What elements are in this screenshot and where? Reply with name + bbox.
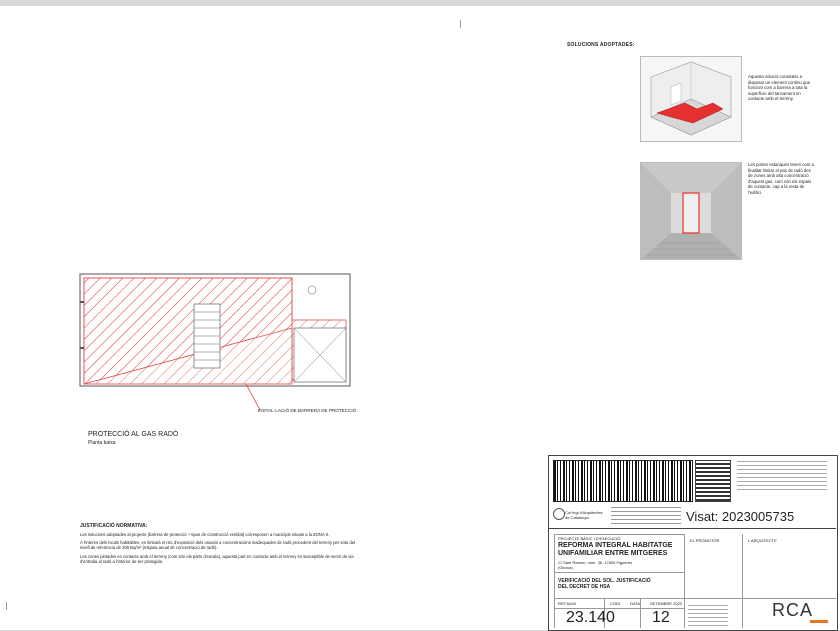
stamp-college-text: Col·legi d'Arquitectes de Catalunya [565,510,603,520]
grid-line [684,598,836,599]
grid-line [554,598,684,599]
promoter-label: EL PROMOTOR [690,538,720,543]
solution-sealed-door-text: Les portes estanques tenen com a finalitat limitar el pas de radó des de zones amb alta concentració d'aquest gas, com són els espais de contacte, cap a la resta de l'edifici. [748,162,814,195]
grid-line [554,534,555,628]
date-value: SETEMBRE 2023 [650,601,683,606]
grid-line [548,528,836,529]
grid-line [554,572,684,573]
rca-logo: RCA [772,600,814,620]
project-label: PROJECTE BÀSIC I D'EXECUCIÓ [558,536,621,541]
justification-paragraph-2: A l'interior dels locals habitables, es limitarà el risc d'exposició dels usuaris a concentracions inadequades de radó procedent del terreny per sota del nivell de referència de 300 Bq/m³ (mitjana anual de concentració de radó). [80,540,356,551]
sheet-fold-line [460,20,461,28]
code-label: CODI [610,601,620,606]
reference-number: 23.140 [566,609,615,626]
drawing-title: VERIFICACIÓ DEL SOL. JUSTIFICACIÓ DEL DECRET DE HSA [558,578,651,590]
date-label: DATA [630,601,641,606]
plan-subtitle: Planta baixa [88,440,116,446]
justification-heading: JUSTIFICACIÓ NORMATIVA: [80,523,148,529]
solution-barrier-illustration [640,56,742,142]
grid-line [554,534,684,535]
college-seal-icon [553,508,565,520]
page-corner-mark [6,602,7,610]
grid-line [684,534,685,628]
floor-plan [76,268,356,412]
project-address: C/ Sant Ramon, núm. 36, 17600 Figueres (Girona) [558,560,633,570]
justification-paragraph-3: Les zones pintades en contacte amb el terreny (com són els parts d'escala), aquesta part en contacte amb el terreny és susceptible de servir de via d'entrada al radó a l'interior de ser protegida. [80,553,354,564]
plan-title: PROTECCIÓ AL GAS RADÓ [88,431,179,438]
barrier-callout-label: INSTAL·LACIÓ DE BARRERA DE PROTECCIÓ [258,408,357,413]
ref-label: REF.NUM [558,601,576,606]
grid-line [742,534,743,628]
justification-block [80,523,360,567]
solution-sealed-door-illustration [640,162,742,260]
solutions-title: SOLUCIONS ADOPTADES: [567,42,635,48]
qr-code [695,460,731,502]
justification-paragraph-1: Les solucions adoptades al projecte (barrera de protecció + tipus de construcció ventilat) corresponen a municipis situats a la ZONA II. [80,532,330,537]
project-title: REFORMA INTEGRAL HABITATGE UNIFAMILIAR ENTRE MITGERES [558,542,673,557]
architect-label: L'ARQUITECTE [748,538,777,543]
stamp-signer-lines [737,460,827,490]
grid-line [640,598,641,628]
stamp-details-lines [611,506,681,524]
rca-logo-accent [810,620,828,623]
barcode [553,460,693,502]
sheet-number: 12 [652,609,670,626]
visat-number: Visat: 2023005735 [686,509,795,524]
drawing-list-lines [688,602,728,626]
drawing-sheet [0,6,840,630]
solution-barrier-text: Aquesta solució consisteix a disposar un element continu que funcioni com a barrera a tota la superfície del tancament en contacte amb el terreny. [748,74,811,102]
